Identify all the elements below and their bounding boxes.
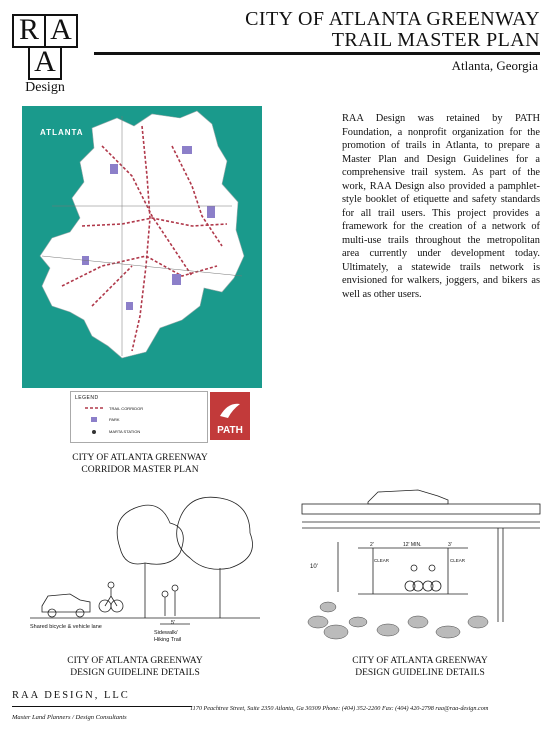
map-graphic (22, 106, 262, 388)
page-title-line1: CITY OF ATLANTA GREENWAY (245, 8, 540, 30)
clear-left-label: CLEAR (374, 558, 390, 563)
label-dimension-5ft: 5' (171, 620, 176, 626)
city-land-shape (40, 111, 244, 358)
header-divider (94, 52, 540, 55)
label-sidewalk-trail (154, 630, 181, 644)
project-description: RAA Design was retained by PATH Foundation, a nonprofit organization for the promotion of trails in Atlanta, to prepare a Master Plan and Design Guidelines for a comprehensive trail system. As part of the work, RAA Design also provided a pamphlet-style booklet of etiquette and safety standards for all trail users. This project provides a framework for the creation of a network of multi-use trails throughout the metropolitan area currently under development today. Ultimately, a statewide trails network is envisioned for walkers, joggers, and bikers as well as other users. (342, 113, 540, 300)
dim-mid-12ft: 12' MIN. (403, 542, 422, 548)
dim-left-2ft: 2' (370, 542, 374, 548)
legend-title: LEGEND (75, 395, 99, 401)
right-sketch-caption (320, 655, 520, 679)
map-legend (70, 391, 208, 443)
footer-firm-name: RAA DESIGN, LLC (12, 690, 130, 701)
legend-item-park: PARK (109, 417, 120, 422)
map-city-label: ATLANTA (40, 128, 84, 137)
dim-right-3ft: 3' (448, 542, 452, 548)
label-shared-lane: Shared bicycle & vehicle lane (30, 624, 102, 630)
map-caption-line1: CITY OF ATLANTA GREENWAY (72, 453, 208, 463)
right-caption-line2: DESIGN GUIDELINE DETAILS (355, 668, 485, 678)
height-10ft-label: 10' (310, 564, 318, 570)
map-caption (40, 452, 240, 476)
clear-right-label: CLEAR (450, 558, 466, 563)
street-section-sketch (20, 488, 270, 648)
legend-item-marta: MARTA STATION (109, 429, 141, 434)
footer-contact-address: 1170 Peachtree Street, Suite 2350 Atlanta, Ga 30309 Phone: (404) 352-2200 Fax: (404) 420-2798 raa@raa-design.com (190, 705, 489, 712)
label-sidewalk: Sidewalk/ (154, 630, 178, 636)
underpass-sketch-graphic (298, 482, 542, 650)
logo-letter-r: R (12, 14, 46, 48)
location-label: Atlanta, Georgia (451, 58, 538, 73)
rip-rap-stones (308, 602, 488, 639)
logo-letter-a1: A (44, 14, 78, 48)
footer-firm-subtitle: Master Land Planners / Design Consultants (12, 714, 127, 721)
path-foundation-logo (210, 392, 250, 440)
legend-symbols (83, 404, 107, 438)
atlanta-trail-map (22, 106, 262, 388)
right-caption-line1: CITY OF ATLANTA GREENWAY (352, 656, 488, 666)
left-caption-line2: DESIGN GUIDELINE DETAILS (70, 668, 200, 678)
path-runner-icon (218, 398, 242, 420)
page-title-line2: TRAIL MASTER PLAN (331, 29, 540, 51)
underpass-section-sketch (298, 482, 542, 650)
label-hiking-trail: Hiking Trail (154, 637, 182, 643)
footer-divider (12, 706, 192, 707)
logo-letter-a2: A (28, 46, 62, 80)
left-caption-line1: CITY OF ATLANTA GREENWAY (67, 656, 203, 666)
raa-logo (12, 14, 78, 78)
left-sketch-caption (35, 655, 235, 679)
legend-item-trail: TRAIL CORRIDOR (109, 406, 144, 411)
map-caption-line2: CORRIDOR MASTER PLAN (81, 465, 199, 475)
path-logo-text: PATH (217, 425, 243, 436)
logo-design-word: Design (25, 80, 65, 95)
